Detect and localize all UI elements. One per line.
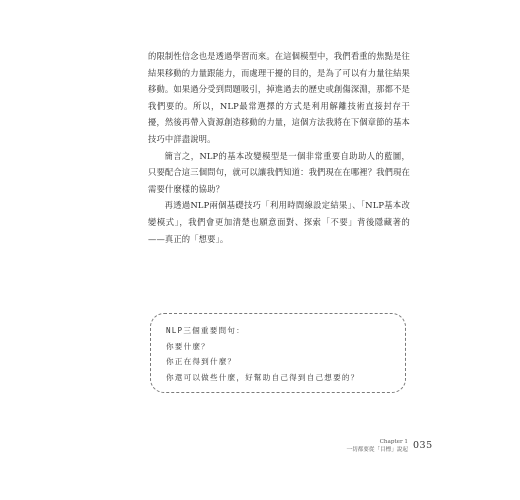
page-number: 035 <box>413 440 433 451</box>
callout-question-3: 你還可以做些什麼，好幫助自己得到自己想要的？ <box>166 372 360 382</box>
body-paragraph-3: 再透過NLP兩個基礎技巧「利用時間線設定結果」、「NLP基本改變模式」，我們會更加清楚也願意面對、探索「不要」背後隱藏著的——真正的「想要」。 <box>148 200 410 244</box>
footer-chapter-title: 一切都要從「目標」說起 <box>346 447 408 453</box>
questions-callout-box <box>150 313 406 393</box>
running-footer <box>346 438 408 454</box>
body-paragraph-2: 簡言之，NLP的基本改變模型是一個非常重要自助助人的藍圖，只要配合這三個問句，就可以讓我們知道：我們現在在哪裡？我們現在需要什麼樣的協助？ <box>148 150 410 194</box>
callout-content <box>166 323 359 385</box>
footer-chapter-label: Chapter 1 <box>379 439 408 445</box>
body-text <box>148 48 410 247</box>
body-paragraph-1: 的限制性信念也是透過學習而來。在這個模型中，我們看重的焦點是往結果移動的力量跟能力，而處理干擾的目的，是為了可以有力量往結果移動。如果過分受到問題吸引，掉進過去的歷史或創傷深淵，那都不是我們要的。所以，NLP最常選擇的方式是利用解離技術直接封存干擾，然後再帶入資源創造移動的力量，這個方法我將在下個章節的基本技巧中詳盡說明。 <box>148 51 410 144</box>
callout-question-1: 你要什麼？ <box>166 341 210 351</box>
callout-title: NLP三個重要問句： <box>166 326 245 335</box>
callout-question-2: 你正在得到什麼？ <box>166 357 237 367</box>
